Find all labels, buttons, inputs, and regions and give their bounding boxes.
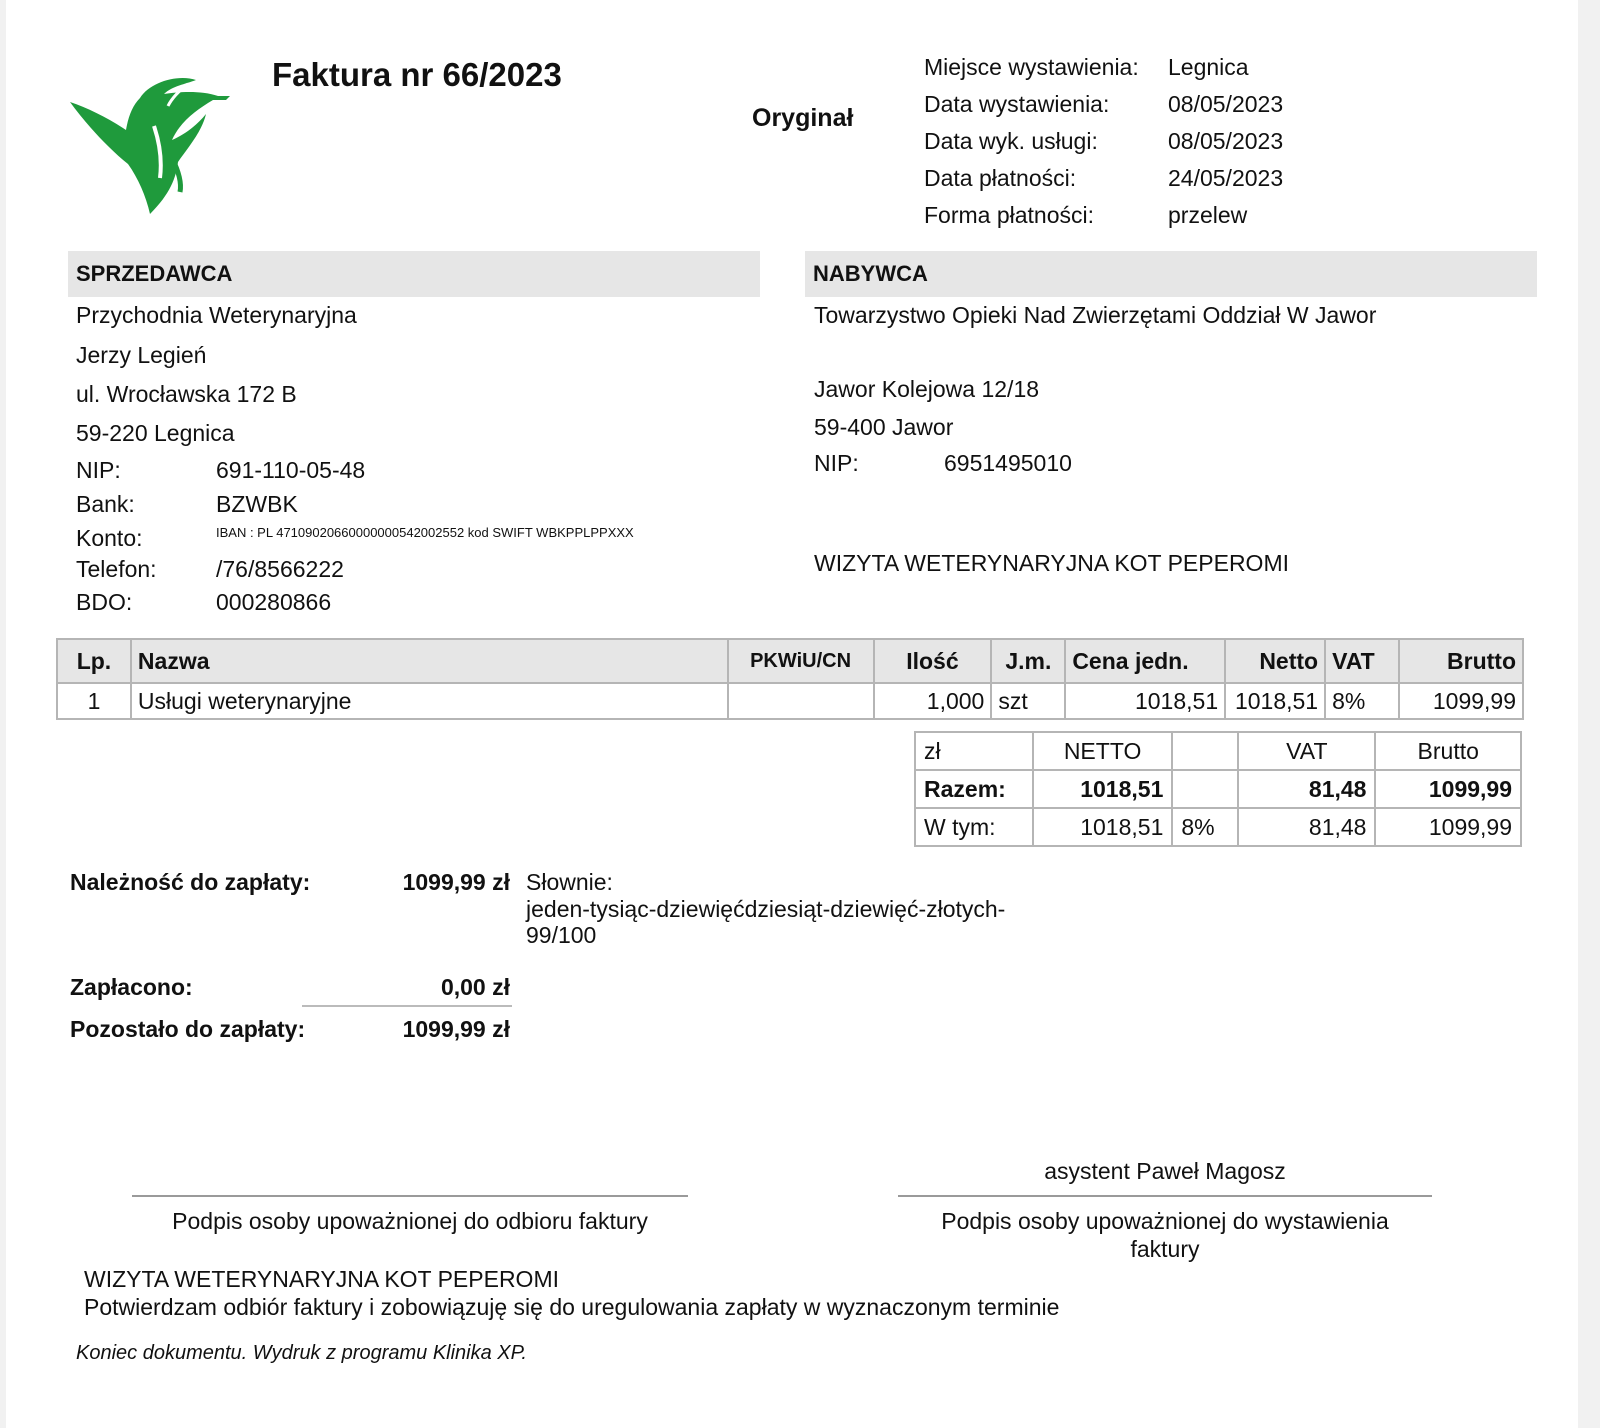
cell-name: Usługi weterynaryjne — [131, 683, 728, 719]
items-header-row — [57, 639, 1523, 683]
remaining-label: Pozostało do zapłaty: — [70, 1016, 306, 1042]
detail-value: 08/05/2023 — [1168, 91, 1284, 117]
paid-value: 0,00 zł — [440, 974, 510, 1000]
summary-total-gross: 1099,99 — [1375, 770, 1521, 808]
cell-net: 1018,51 — [1225, 683, 1325, 719]
clinic-logo-icon — [68, 66, 238, 216]
receiver-signature-caption: Podpis osoby upoważnionej do odbioru faktury — [172, 1208, 648, 1234]
seller-street: ul. Wrocławska 172 B — [76, 381, 297, 407]
seller-name-line1: Przychodnia Weterynaryjna — [76, 302, 357, 328]
seller-account: IBAN : PL 47109020660000000542002552 kod SWIFT WBKPPLPPXXX — [216, 525, 634, 540]
detail-value: Legnica — [1168, 54, 1249, 80]
detail-value: przelew — [1168, 202, 1248, 228]
footer-confirmation: Potwierdzam odbiór faktury i zobowiązuję się do uregulowania zapłaty w wyznaczonym terminie — [84, 1294, 1060, 1320]
invoice-details — [924, 54, 1283, 239]
remaining-value: 1099,99 zł — [402, 1016, 510, 1042]
issuer-signature-caption-line1: Podpis osoby upoważnionej do wystawienia — [941, 1208, 1389, 1234]
header-qty: Ilość — [874, 639, 992, 683]
copy-label: Oryginał — [752, 104, 854, 132]
receiver-signature-line — [132, 1195, 688, 1197]
summary-sub-gross: 1099,99 — [1375, 808, 1521, 846]
seller-bdo-label: BDO: — [76, 589, 133, 615]
summary-sub-net: 1018,51 — [1033, 808, 1173, 846]
detail-payment-date — [924, 165, 1283, 202]
footer-end-note: Koniec dokumentu. Wydruk z programu Klinika XP. — [76, 1342, 527, 1364]
amount-in-words-label: Słownie: — [526, 869, 613, 895]
items-table — [56, 638, 1524, 720]
summary-empty-cell — [1172, 770, 1238, 808]
detail-payment-method — [924, 202, 1283, 239]
summary-vat-header: VAT — [1238, 732, 1375, 770]
summary-total-net: 1018,51 — [1033, 770, 1173, 808]
seller-bank: BZWBK — [216, 491, 298, 517]
summary-empty-cell — [1172, 732, 1238, 770]
buyer-name: Towarzystwo Opieki Nad Zwierzętami Oddział W Jawor — [814, 302, 1377, 328]
buyer-heading: NABYWCA — [805, 251, 1537, 297]
summary-breakdown-row — [915, 808, 1521, 846]
detail-value: 24/05/2023 — [1168, 165, 1284, 191]
detail-service-date — [924, 128, 1283, 165]
summary-sub-rate: 8% — [1172, 808, 1238, 846]
seller-phone-label: Telefon: — [76, 556, 157, 582]
summary-total-row — [915, 770, 1521, 808]
paid-label: Zapłacono: — [70, 974, 193, 1000]
issuer-signature-caption-line2: faktury — [1130, 1236, 1200, 1262]
seller-bank-label: Bank: — [76, 491, 135, 517]
summary-currency: zł — [915, 732, 1033, 770]
header-pkwiu: PKWiU/CN — [728, 639, 874, 683]
detail-place — [924, 54, 1283, 91]
table-row — [57, 683, 1523, 719]
detail-issue-date — [924, 91, 1283, 128]
page-edge-left — [0, 0, 6, 1428]
header-name: Nazwa — [131, 639, 728, 683]
buyer-note: WIZYTA WETERYNARYJNA KOT PEPEROMI — [814, 550, 1289, 576]
summary-sub-vat: 81,48 — [1238, 808, 1375, 846]
invoice-title: Faktura nr 66/2023 — [272, 56, 562, 93]
cell-gross: 1099,99 — [1399, 683, 1523, 719]
detail-label: Miejsce wystawienia: — [924, 54, 1139, 80]
cell-vat: 8% — [1325, 683, 1399, 719]
cell-qty: 1,000 — [874, 683, 992, 719]
summary-sub-label: W tym: — [915, 808, 1033, 846]
summary-header-row — [915, 732, 1521, 770]
seller-bdo: 000280866 — [216, 589, 332, 615]
vat-summary-table — [914, 731, 1522, 847]
summary-gross-header: Brutto — [1375, 732, 1521, 770]
detail-value: 08/05/2023 — [1168, 128, 1284, 154]
seller-account-label: Konto: — [76, 525, 143, 551]
issuer-name: asystent Paweł Magosz — [1044, 1158, 1286, 1184]
cell-pkwiu — [728, 683, 874, 719]
seller-name-line2: Jerzy Legień — [76, 342, 207, 368]
buyer-nip: 6951495010 — [944, 450, 1072, 476]
amount-in-words-line1: jeden-tysiąc-dziewięćdziesiąt-dziewięć-złotych- — [526, 896, 1006, 922]
header-vat: VAT — [1325, 639, 1399, 683]
amount-in-words-line2: 99/100 — [526, 922, 597, 948]
amount-due-value: 1099,99 zł — [402, 869, 510, 895]
seller-city: 59-220 Legnica — [76, 420, 235, 446]
seller-phone: /76/8566222 — [216, 556, 344, 582]
detail-label: Data wyk. usługi: — [924, 128, 1098, 154]
header-unit: J.m. — [991, 639, 1065, 683]
buyer-city: 59-400 Jawor — [814, 414, 954, 440]
seller-nip: 691-110-05-48 — [216, 457, 366, 483]
amount-due-label: Należność do zapłaty: — [70, 869, 311, 895]
cell-price: 1018,51 — [1065, 683, 1225, 719]
detail-label: Forma płatności: — [924, 202, 1095, 228]
header-net: Netto — [1225, 639, 1325, 683]
footer-note: WIZYTA WETERYNARYJNA KOT PEPEROMI — [84, 1266, 559, 1292]
summary-net-header: NETTO — [1033, 732, 1173, 770]
issuer-signature-line — [898, 1195, 1432, 1197]
cell-lp: 1 — [57, 683, 131, 719]
detail-label: Data płatności: — [924, 165, 1077, 191]
buyer-street: Jawor Kolejowa 12/18 — [814, 376, 1040, 402]
summary-total-label: Razem: — [915, 770, 1033, 808]
page-edge-right — [1578, 0, 1600, 1428]
paid-underline — [302, 1005, 512, 1007]
header-gross: Brutto — [1399, 639, 1523, 683]
summary-total-vat: 81,48 — [1238, 770, 1375, 808]
detail-label: Data wystawienia: — [924, 91, 1110, 117]
seller-nip-label: NIP: — [76, 457, 121, 483]
header-price: Cena jedn. — [1065, 639, 1225, 683]
seller-heading: SPRZEDAWCA — [68, 251, 760, 297]
cell-unit: szt — [991, 683, 1065, 719]
header-lp: Lp. — [57, 639, 131, 683]
buyer-nip-label: NIP: — [814, 450, 859, 476]
